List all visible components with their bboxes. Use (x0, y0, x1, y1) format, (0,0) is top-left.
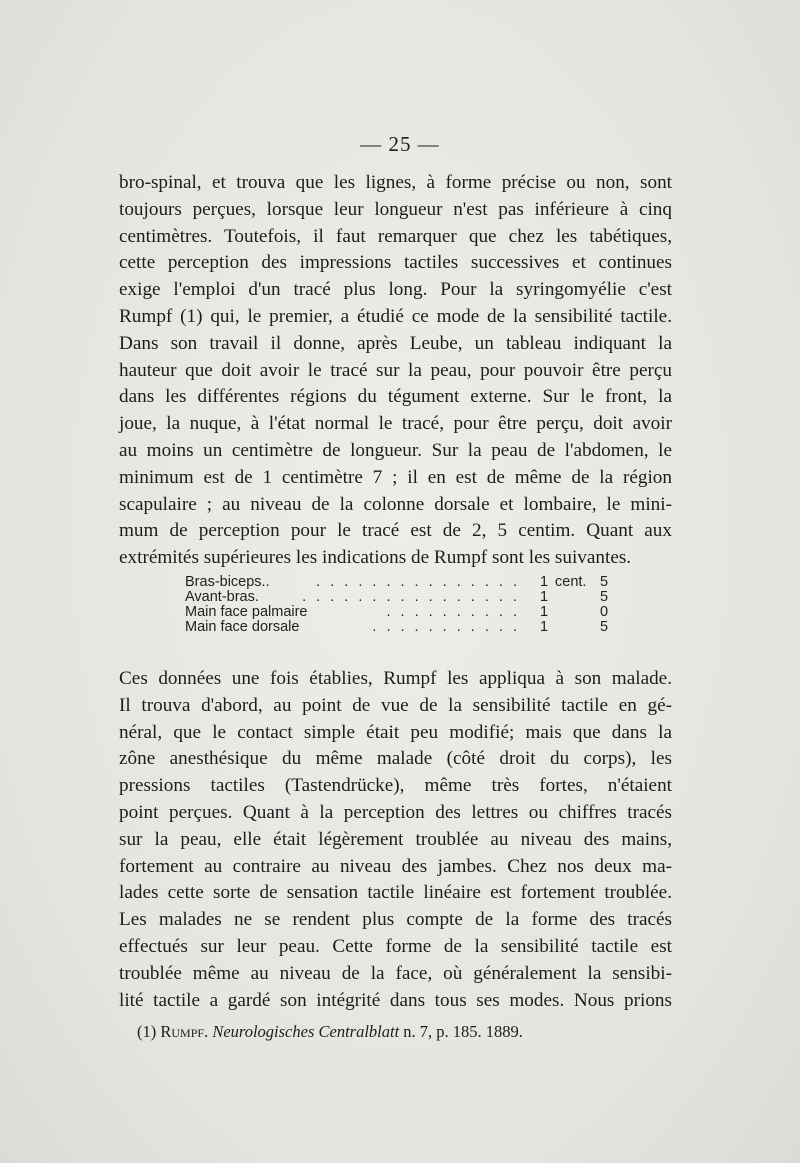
value-whole: 1 (540, 604, 549, 620)
page-number: — 25 — (360, 132, 440, 156)
value-unit: cent. (555, 574, 587, 590)
text-line: exige l'emploi d'un tracé plus long. Pour la syringomyélie c'est (119, 279, 672, 301)
text-line: point perçues. Quant à la perception des lettres ou chiffres tracés (119, 801, 672, 823)
table-row (185, 605, 615, 620)
table-row (185, 620, 615, 635)
row-label: Main face palmaire (185, 604, 308, 620)
row-label: Bras-biceps.. (185, 574, 270, 590)
text-line: zône anesthésique du même malade (côté droit du corps), les (119, 748, 672, 770)
text-line: au moins un centimètre de longueur. Sur la peau de l'abdomen, le (119, 439, 672, 461)
text-line: joue, la nuque, à l'état normal le tracé, pour être perçu, doit avoir (119, 413, 672, 435)
value-fraction: 5 (600, 589, 609, 605)
row-label: Avant-bras. (185, 589, 259, 605)
leader-dots: . . . . . . . . . . . . . . . (316, 575, 520, 590)
text-line: Les malades ne se rendent plus compte de la forme des tracés (119, 909, 672, 931)
text-line: sur la peau, elle était légèrement troublée au niveau des mains, (119, 828, 672, 850)
text-line: effectués sur leur peau. Cette forme de la sensibilité tactile est (119, 935, 672, 957)
paragraph-1 (119, 170, 672, 572)
value-fraction: 5 (600, 574, 609, 590)
footnote-author: Rumpf. (160, 1022, 209, 1041)
footnote-marker: (1) (137, 1022, 157, 1041)
text-line: toujours perçues, lorsque leur longueur n'est pas inférieure à cinq (119, 198, 672, 220)
text-line: pressions tactiles (Tastendrücke), même très fortes, n'étaient (119, 775, 672, 797)
footnote-details: n. 7, p. 185. 1889. (403, 1022, 523, 1041)
table-row (185, 575, 615, 590)
footnote-journal: Neurologisches Centralblatt (212, 1022, 400, 1041)
text-line: cette perception des impressions tactiles successives et continues (119, 252, 672, 274)
text-line: Dans son travail il donne, après Leube, un tableau indiquant la (119, 332, 672, 354)
text-line: hauteur que doit avoir le tracé sur la peau, pour pouvoir être perçu (119, 359, 672, 381)
leader-dots: . . . . . . . . . . (386, 605, 520, 620)
text-line: troublée même au niveau de la face, où généralement la sensibi- (119, 962, 672, 984)
text-line: dans les différentes régions du tégument externe. Sur le front, la (119, 386, 672, 408)
value-whole: 1 (540, 589, 549, 605)
text-line: fortement au contraire au niveau des jambes. Chez nos deux ma- (119, 855, 672, 877)
text-line: Ces données une fois établies, Rumpf les appliqua à son malade. (119, 668, 672, 689)
text-line: néral, que le contact simple était peu modifié; mais que dans la (119, 721, 672, 743)
text-line: bro-spinal, et trouva que les lignes, à forme précise ou non, sont (119, 172, 672, 193)
value-fraction: 0 (600, 604, 609, 620)
footnote (137, 1022, 523, 1042)
text-line: minimum est de 1 centimètre 7 ; il en est de même de la région (119, 466, 672, 488)
text-line: Rumpf (1) qui, le premier, a étudié ce mode de la sensibilité tactile. (119, 305, 672, 327)
leader-dots: . . . . . . . . . . . (372, 620, 520, 635)
text-line: lité tactile a gardé son intégrité dans tous ses modes. Nous prions (119, 989, 672, 1011)
text-line: scapulaire ; au niveau de la colonne dorsale et lombaire, le mini- (119, 493, 672, 515)
text-line: Il trouva d'abord, au point de vue de la sensibilité tactile en gé- (119, 694, 672, 716)
text-line: centimètres. Toutefois, il faut remarquer que chez les tabétiques, (119, 225, 672, 247)
text-line: lades cette sorte de sensation tactile linéaire est fortement troublée. (119, 882, 672, 904)
value-whole: 1 (540, 619, 549, 635)
text-line: extrémités supérieures les indications de Rumpf sont les suivantes. (119, 547, 632, 569)
paragraph-2 (119, 666, 672, 1014)
value-fraction: 5 (600, 619, 609, 635)
leader-dots: . . . . . . . . . . . . . . . . (302, 590, 520, 605)
row-label: Main face dorsale (185, 619, 300, 635)
text-line: mum de perception pour le tracé est de 2, 5 centim. Quant aux (119, 520, 672, 542)
table-row (185, 590, 615, 605)
value-whole: 1 (540, 574, 549, 590)
measurement-table (185, 575, 615, 635)
